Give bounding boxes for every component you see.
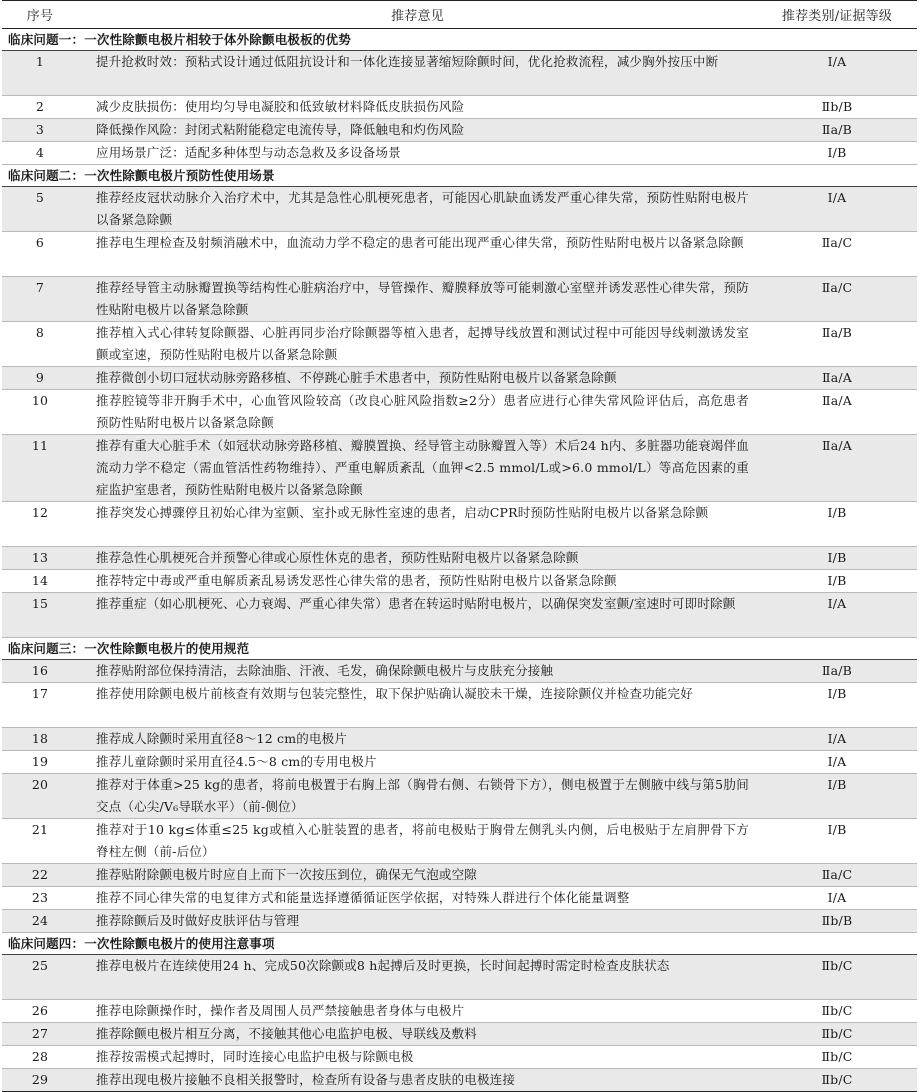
row-number: 23 [2,887,78,910]
evidence-grade: Ⅰ/A [757,187,917,232]
recommendation-text: 推荐植入式心律转复除颤器、心脏再同步治疗除颤器等植入患者，起搏导线放置和测试过程中可能因导线刺激诱发室颤或室速，预防性贴附电极片以备紧急除颤 [78,322,757,367]
evidence-grade: Ⅰ/A [757,751,917,774]
header-recommendation: 推荐意见 [78,1,757,29]
table-row [2,1069,917,1092]
table-row [2,96,917,119]
table-row [2,819,917,864]
table-row [2,774,917,819]
row-number: 28 [2,1046,78,1069]
table-row [2,728,917,751]
row-number: 13 [2,547,78,570]
recommendation-text: 提升抢救时效：预粘式设计通过低阻抗设计和一体化连接显著缩短除颤时间，优化抢救流程，减少胸外按压中断 [78,51,757,96]
row-number: 5 [2,187,78,232]
evidence-grade: Ⅰ/B [757,683,917,728]
table-row [2,187,917,232]
evidence-grade: Ⅰ/B [757,502,917,547]
recommendation-text: 推荐按需模式起搏时，同时连接心电监护电极与除颤电极 [78,1046,757,1069]
evidence-grade: Ⅱb/C [757,955,917,1000]
row-number: 17 [2,683,78,728]
evidence-grade: Ⅱa/C [757,277,917,322]
row-number: 24 [2,910,78,933]
evidence-grade: Ⅰ/B [757,547,917,570]
table-row [2,864,917,887]
evidence-grade: Ⅱb/C [757,1023,917,1046]
table-row [2,1000,917,1023]
evidence-grade: Ⅱa/B [757,119,917,142]
row-number: 27 [2,1023,78,1046]
recommendation-text: 推荐电生理检查及射频消融术中，血流动力学不稳定的患者可能出现严重心律失常，预防性贴附电极片以备紧急除颤 [78,232,757,277]
table-row [2,322,917,367]
section-title: 临床问题四：一次性除颤电极片的使用注意事项 [2,933,917,955]
row-number: 1 [2,51,78,96]
recommendation-text: 推荐微创小切口冠状动脉旁路移植、不停跳心脏手术患者中，预防性贴附电极片以备紧急除颤 [78,367,757,390]
evidence-grade: Ⅰ/B [757,819,917,864]
row-number: 29 [2,1069,78,1092]
table-row [2,887,917,910]
row-number: 3 [2,119,78,142]
recommendation-text: 减少皮肤损伤：使用均匀导电凝胶和低致敏材料降低皮肤损伤风险 [78,96,757,119]
row-number: 4 [2,142,78,165]
evidence-grade: Ⅰ/B [757,570,917,593]
table-row [2,593,917,638]
recommendation-text: 推荐儿童除颤时采用直径4.5～8 cm的专用电极片 [78,751,757,774]
row-number: 21 [2,819,78,864]
row-number: 2 [2,96,78,119]
row-number: 12 [2,502,78,547]
table-row [2,502,917,547]
evidence-grade: Ⅱa/A [757,390,917,435]
evidence-grade: Ⅰ/B [757,142,917,165]
row-number: 8 [2,322,78,367]
table-row [2,751,917,774]
recommendation-text: 推荐使用除颤电极片前核查有效期与包装完整性，取下保护贴确认凝胶未干燥，连接除颤仪并检查功能完好 [78,683,757,728]
table-row [2,277,917,322]
recommendation-text: 推荐电除颤操作时，操作者及周围人员严禁接触患者身体与电极片 [78,1000,757,1023]
recommendation-text: 推荐对于体重>25 kg的患者，将前电极置于右胸上部（胸骨右侧、右锁骨下方），侧电极置于左侧腋中线与第5肋间交点（心尖/V₆导联水平）（前-侧位） [78,774,757,819]
section-row [2,638,917,660]
recommendation-text: 推荐贴附部位保持清洁，去除油脂、汗液、毛发，确保除颤电极片与皮肤充分接触 [78,660,757,683]
table-row [2,119,917,142]
evidence-grade: Ⅱa/A [757,435,917,502]
table-header [2,1,917,29]
recommendation-text: 推荐成人除颤时采用直径8～12 cm的电极片 [78,728,757,751]
section-title: 临床问题三：一次性除颤电极片的使用规范 [2,638,917,660]
section-title: 临床问题一：一次性除颤电极片相较于体外除颤电极板的优势 [2,29,917,51]
table-row [2,142,917,165]
recommendation-text: 推荐出现电极片接触不良相关报警时，检查所有设备与患者皮肤的电极连接 [78,1069,757,1092]
table-row [2,1023,917,1046]
evidence-grade: Ⅱb/B [757,910,917,933]
evidence-grade: Ⅱa/B [757,322,917,367]
row-number: 11 [2,435,78,502]
evidence-grade: Ⅱa/C [757,232,917,277]
section-row [2,933,917,955]
recommendation-text: 推荐不同心律失常的电复律方式和能量选择遵循循证医学依据，对特殊人群进行个体化能量调整 [78,887,757,910]
row-number: 6 [2,232,78,277]
row-number: 15 [2,593,78,638]
evidence-grade: Ⅱb/B [757,96,917,119]
row-number: 7 [2,277,78,322]
table-row [2,570,917,593]
table-row [2,910,917,933]
table-row [2,367,917,390]
evidence-grade: Ⅱb/C [757,1046,917,1069]
recommendation-text: 推荐除颤后及时做好皮肤评估与管理 [78,910,757,933]
recommendation-text: 应用场景广泛：适配多种体型与动态急救及多设备场景 [78,142,757,165]
table-row [2,232,917,277]
row-number: 20 [2,774,78,819]
table-row [2,660,917,683]
recommendation-text: 推荐贴附除颤电极片时应自上而下一次按压到位，确保无气泡或空隙 [78,864,757,887]
evidence-grade: Ⅰ/A [757,887,917,910]
evidence-grade: Ⅰ/A [757,728,917,751]
evidence-grade: Ⅰ/A [757,593,917,638]
table-row [2,547,917,570]
evidence-grade: Ⅱb/C [757,1069,917,1092]
row-number: 10 [2,390,78,435]
row-number: 26 [2,1000,78,1023]
row-number: 22 [2,864,78,887]
section-row [2,29,917,51]
row-number: 19 [2,751,78,774]
recommendation-text: 推荐重症（如心肌梗死、心力衰竭、严重心律失常）患者在转运时贴附电极片，以确保突发室颤/室速时可即时除颤 [78,593,757,638]
table-body [2,29,917,1092]
recommendation-table [2,0,917,1092]
row-number: 16 [2,660,78,683]
row-number: 25 [2,955,78,1000]
recommendation-text: 推荐对于10 kg≤体重≤25 kg或植入心脏装置的患者，将前电极贴于胸骨左侧乳头内侧，后电极贴于左肩胛骨下方脊柱左侧（前-后位） [78,819,757,864]
section-title: 临床问题二：一次性除颤电极片预防性使用场景 [2,165,917,187]
recommendation-text: 推荐急性心肌梗死合并预警心律或心原性休克的患者，预防性贴附电极片以备紧急除颤 [78,547,757,570]
recommendation-text: 推荐有重大心脏手术（如冠状动脉旁路移植、瓣膜置换、经导管主动脉瓣置入等）术后24 h内、多脏器功能衰竭伴血流动力学不稳定（需血管活性药物维持）、严重电解质紊乱（血钾<2.5 mmol/L或>6.0 mmol/L）等高危因素的重症监护室患者，预防性贴附电极片以备紧急除颤 [78,435,757,502]
evidence-grade: Ⅱa/C [757,864,917,887]
recommendation-text: 推荐经导管主动脉瓣置换等结构性心脏病治疗中，导管操作、瓣膜释放等可能刺激心室壁并诱发恶性心律失常，预防性贴附电极片以备紧急除颤 [78,277,757,322]
row-number: 14 [2,570,78,593]
row-number: 9 [2,367,78,390]
header-grade: 推荐类别/证据等级 [757,1,917,29]
evidence-grade: Ⅱb/C [757,1000,917,1023]
table-row [2,390,917,435]
header-serial-number: 序号 [2,1,78,29]
recommendation-text: 推荐突发心搏骤停且初始心律为室颤、室扑或无脉性室速的患者，启动CPR时预防性贴附电极片以备紧急除颤 [78,502,757,547]
recommendation-text: 降低操作风险：封闭式粘附能稳定电流传导，降低触电和灼伤风险 [78,119,757,142]
recommendation-text: 推荐经皮冠状动脉介入治疗术中，尤其是急性心肌梗死患者，可能因心肌缺血诱发严重心律失常，预防性贴附电极片以备紧急除颤 [78,187,757,232]
table-row [2,1046,917,1069]
evidence-grade: Ⅰ/A [757,51,917,96]
evidence-grade: Ⅰ/B [757,774,917,819]
table-row [2,683,917,728]
section-row [2,165,917,187]
evidence-grade: Ⅱa/B [757,660,917,683]
table-row [2,955,917,1000]
recommendation-text: 推荐腔镜等非开胸手术中，心血管风险较高（改良心脏风险指数≥2分）患者应进行心律失常风险评估后，高危患者预防性贴附电极片以备紧急除颤 [78,390,757,435]
evidence-grade: Ⅱa/A [757,367,917,390]
recommendation-text: 推荐除颤电极片相互分离，不接触其他心电监护电极、导联线及敷料 [78,1023,757,1046]
recommendation-text: 推荐特定中毒或严重电解质紊乱易诱发恶性心律失常的患者，预防性贴附电极片以备紧急除颤 [78,570,757,593]
table-row [2,435,917,502]
table-row [2,51,917,96]
row-number: 18 [2,728,78,751]
recommendation-text: 推荐电极片在连续使用24 h、完成50次除颤或8 h起搏后及时更换，长时间起搏时需定时检查皮肤状态 [78,955,757,1000]
